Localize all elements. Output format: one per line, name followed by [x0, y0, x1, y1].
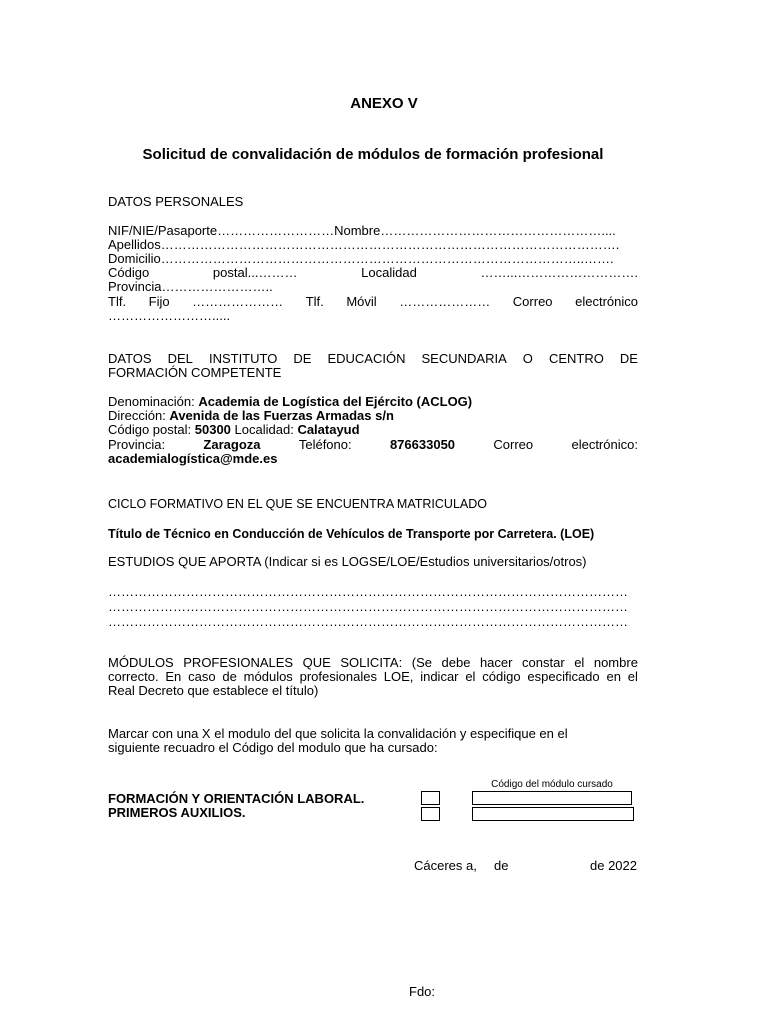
module-code-field[interactable]: [472, 791, 632, 805]
heading-word: INSTITUTO: [208, 351, 278, 366]
heading-word: indicar: [420, 669, 459, 684]
heading-word: código: [482, 669, 521, 684]
estudios-dots-line: …………………………………………………………………………………………………………: [108, 599, 628, 614]
fijo-dots: …………………: [192, 294, 284, 309]
localidad-dots: ……...……………………….: [480, 265, 638, 280]
direccion-label: Dirección:: [108, 408, 166, 423]
heading-word: nombre: [593, 655, 638, 670]
fijo-label: Fijo: [148, 294, 170, 309]
ciclo-heading: CICLO FORMATIVO EN EL QUE SE ENCUENTRA MATRICULADO: [108, 497, 487, 511]
telefono-label: Teléfono:: [298, 437, 352, 452]
estudios-dots-line: …………………………………………………………………………………………………………: [108, 584, 628, 599]
heading-word: el: [574, 655, 585, 670]
heading-word: DEL: [167, 351, 193, 366]
domicilio-line: Domicilio……………………………………………………………………………………..…….: [108, 251, 614, 266]
heading-word: MÓDULOS: [108, 655, 174, 670]
heading-word: QUE: [302, 655, 331, 670]
correo-dots: …………………….....: [108, 308, 231, 323]
correo-label: Correo: [512, 294, 553, 309]
form-title: Solicitud de convalidación de módulos de formación profesional: [142, 146, 604, 163]
heading-word: LOE,: [383, 669, 414, 684]
instruction-line2: siguiente recuadro el Código del modulo que ha cursado:: [108, 740, 438, 755]
localidad-label: Localidad:: [234, 422, 294, 437]
electronico-label: electrónico: [575, 294, 638, 309]
heading-word: O: [522, 351, 533, 366]
apellidos-line: Apellidos…………………………………………………………………………………………….: [108, 237, 620, 252]
instruction-line1: Marcar con una X el modulo del que solicita la convalidación y especifique en el: [108, 726, 568, 741]
direccion-value: Avenida de las Fuerzas Armadas s/n: [169, 408, 394, 423]
place-label: Cáceres a,: [414, 858, 477, 873]
heading-word: SOLICITA:: [340, 655, 403, 670]
institute-heading-line2: FORMACIÓN COMPETENTE: [108, 365, 282, 380]
module-code-field[interactable]: [472, 807, 634, 821]
denominacion-label: Denominación:: [108, 394, 195, 409]
estudios-heading: ESTUDIOS QUE APORTA (Indicar si es LOGSE/LOE/Estudios universitarios/otros): [108, 554, 587, 569]
provincia-value: Zaragoza: [203, 437, 261, 452]
provincia-line: Provincia……………………..: [108, 279, 273, 294]
date-year-label: de 2022: [590, 858, 637, 873]
cp-label: Código postal:: [108, 422, 192, 437]
estudios-dots-line: …………………………………………………………………………………………………………: [108, 614, 628, 629]
heading-word: el: [627, 669, 638, 684]
correo-label: Correo: [493, 437, 534, 452]
localidad-value: Calatayud: [297, 422, 360, 437]
signature-label: Fdo:: [409, 984, 436, 999]
heading-word: hacer: [479, 655, 513, 670]
ciclo-title: Título de Técnico en Conducción de Vehículos de Transporte por Carretera. (LOE): [108, 527, 595, 541]
heading-word: módulos: [243, 669, 293, 684]
heading-word: EDUCACIÓN: [327, 351, 406, 366]
module-name: FORMACIÓN Y ORIENTACIÓN LABORAL.: [108, 791, 365, 806]
cp-value: 50300: [194, 422, 231, 437]
heading-word: correcto.: [108, 669, 159, 684]
heading-word: el: [465, 669, 476, 684]
cp-row: [108, 423, 360, 438]
heading-word: especificado: [527, 669, 600, 684]
heading-word: de: [222, 669, 237, 684]
heading-word: PROFESIONALES: [183, 655, 294, 670]
heading-word: caso: [188, 669, 216, 684]
denominacion-value: Academia de Logística del Ejército (ACLOG): [198, 394, 473, 409]
heading-word: profesionales: [299, 669, 377, 684]
electronico-label: electrónico:: [571, 437, 638, 452]
heading-word: CENTRO: [548, 351, 604, 366]
annex-title: ANEXO V: [350, 95, 418, 112]
module-checkbox[interactable]: [421, 807, 440, 821]
heading-word: DE: [293, 351, 312, 366]
heading-word: En: [165, 669, 182, 684]
modulos-heading-line3: Real Decreto que establece el título): [108, 683, 319, 698]
heading-word: DATOS: [108, 351, 152, 366]
module-checkbox[interactable]: [421, 791, 440, 805]
tlf2-label: Tlf.: [305, 294, 324, 309]
heading-word: debe: [441, 655, 471, 670]
personal-data-heading: DATOS PERSONALES: [108, 194, 244, 209]
postal-label: Código: [108, 265, 150, 280]
heading-word: SECUNDARIA: [421, 351, 507, 366]
tlf-label: Tlf.: [108, 294, 127, 309]
postal-dots: postal...………: [212, 265, 298, 280]
heading-word: en: [606, 669, 621, 684]
module-name: PRIMEROS AUXILIOS.: [108, 805, 246, 820]
telefono-value: 876633050: [389, 437, 456, 452]
provincia-label: Provincia:: [108, 437, 166, 452]
movil-dots: …………………: [399, 294, 491, 309]
localidad-label: Localidad: [361, 265, 417, 280]
movil-label: Móvil: [346, 294, 377, 309]
heading-word: constar: [522, 655, 565, 670]
nif-nombre-line: NIF/NIE/Pasaporte………………………Nombre……………………………………………....: [108, 223, 616, 238]
email-value: academialogística@mde.es: [108, 451, 278, 466]
code-column-header: Código del módulo cursado: [491, 779, 613, 790]
heading-word: DE: [619, 351, 638, 366]
heading-word: (Se: [411, 655, 432, 670]
date-de-label: de: [494, 858, 509, 873]
